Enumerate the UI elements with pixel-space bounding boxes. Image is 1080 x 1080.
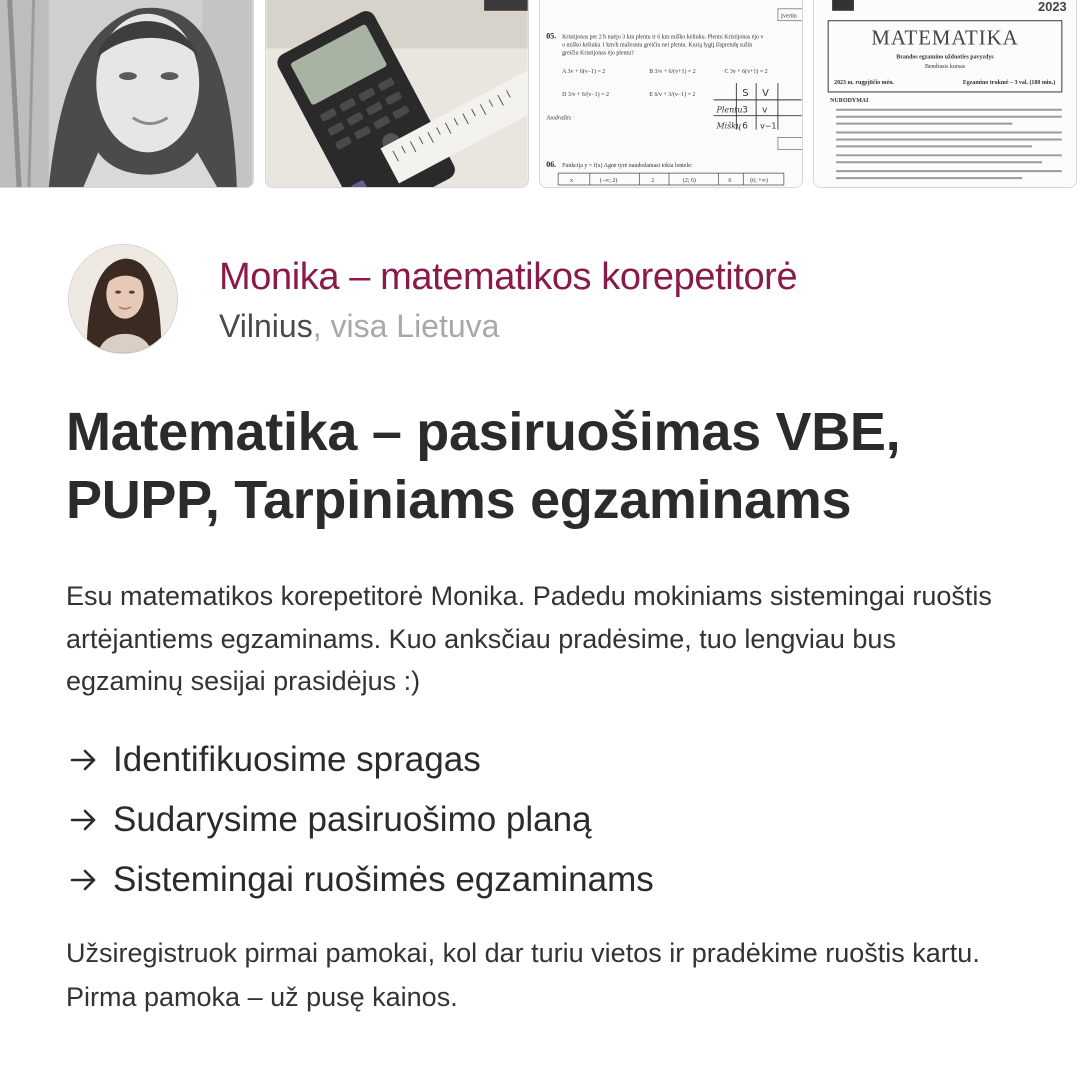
worksheet-option: B 3/v + 6/(v+1) = 2 <box>649 69 696 76</box>
worksheet-line: greičiu Kristijonas ėjo plentu? <box>562 50 634 57</box>
handwritten-cell: v <box>762 105 768 116</box>
feature-label: Identifikuosime spragas <box>113 740 481 779</box>
gallery-photo-exam-booklet[interactable] <box>813 0 1077 188</box>
worksheet-option: C 3v + 6(v+1) = 2 <box>724 69 768 76</box>
gallery-photo-portrait[interactable] <box>0 0 254 188</box>
ad-headline: Matematika – pasiruošimas VBE, PUPP, Tarpiniams egzaminams <box>66 402 901 530</box>
avatar-photo <box>69 245 177 353</box>
location-coverage: , visa Lietuva <box>312 308 500 344</box>
exam-booklet-course: Bendrasis kursas <box>924 64 966 71</box>
exam-booklet-date: 2023 m. rugpjūčio mėn. <box>834 80 894 87</box>
worksheet-line: o miško keliuku 1 km/h mažesniu greičiu nei plentu. Kurią lygtį išsprendę sužin <box>562 42 753 49</box>
exam-year: 2023 <box>1038 0 1067 14</box>
photo-gallery <box>0 0 1080 188</box>
exam-booklet-photo <box>814 0 1076 187</box>
handwritten-cell: V <box>762 87 769 99</box>
gallery-photo-calculator[interactable] <box>265 0 529 188</box>
worksheet-table-cell: x <box>570 178 573 185</box>
exam-booklet-instructions-heading: NURODYMAI <box>830 97 869 104</box>
worksheet-table-cell: 6 <box>728 178 732 185</box>
worksheet-task-number: 05. <box>546 31 557 41</box>
worksheet-option: E 6/v + 3/(v−1) = 2 <box>649 91 696 98</box>
worksheet-table-cell: (6; +∞) <box>750 178 768 185</box>
feature-list <box>68 730 654 910</box>
worksheet-table-cell: 2 <box>651 178 655 185</box>
worksheet-line: Kristijonas per 2 h nuėjo 3 km plentu ir 6 km miško keliuku. Plentu Kristijonas ėjo v <box>562 34 764 41</box>
tutor-name[interactable]: Monika – matematikos korepetitorė <box>219 256 798 298</box>
exam-booklet-duration: Egzamino trukmė – 3 val. (180 min.) <box>962 80 1056 87</box>
worksheet-line: Funkcija y = f(x) Agnė tyrė naudodamasi tokia lentele: <box>562 163 693 170</box>
worksheet-score-box: Įvertin <box>780 13 797 20</box>
tutor-location <box>219 306 499 346</box>
worksheet-task-number: 06. <box>546 160 557 170</box>
feature-label: Sistemingai ruošimės egzaminams <box>113 860 654 899</box>
exam-booklet-subtitle: Brandos egzamino užduoties pavyzdys <box>896 54 994 61</box>
call-to-action-text: Užsiregistruok pirmai pamokai, kol dar turiu vietos ir pradėkime ruoštis kartu. Pirma pamoka – už pusę kainos. <box>66 938 980 1012</box>
tutor-avatar[interactable] <box>68 244 178 354</box>
handwritten-cell: v−1 <box>760 121 777 131</box>
arrow-right-icon <box>68 864 100 896</box>
worksheet-table-cell: (−∞; 2) <box>599 178 618 185</box>
worksheet-draft-label: Juodraštis <box>546 115 572 122</box>
handwritten-row-label: Plentu <box>716 105 743 115</box>
location-city: Vilnius <box>219 308 313 344</box>
feature-item <box>68 790 654 850</box>
handwritten-row-label: Miškų <box>716 121 742 131</box>
handwritten-cell: 6 <box>742 121 748 132</box>
feature-item <box>68 850 654 910</box>
arrow-right-icon <box>68 804 100 836</box>
exam-worksheet-photo <box>540 0 802 187</box>
gallery-photo-worksheet[interactable] <box>539 0 803 188</box>
tutor-portrait-photo <box>0 0 253 187</box>
handwritten-cell: 3 <box>742 105 748 116</box>
feature-label: Sudarysime pasiruošimo planą <box>113 800 592 839</box>
worksheet-option: A 3v + 6(v−1) = 2 <box>562 69 606 76</box>
feature-item <box>68 730 654 790</box>
arrow-right-icon <box>68 744 100 776</box>
handwritten-cell: S <box>742 87 749 99</box>
worksheet-option: D 3/v + 6/(v−1) = 2 <box>562 91 609 98</box>
worksheet-table-cell: (2; 6) <box>682 178 696 185</box>
intro-paragraph: Esu matematikos korepetitorė Monika. Padedu mokiniams sistemingai ruoštis artėjantiems egzaminams. Kuo anksčiau pradėsime, tuo lengviau bus egzaminų sesijai prasidėjus :) <box>66 581 992 696</box>
exam-booklet-title: MATEMATIKA <box>871 26 1019 50</box>
calculator-photo <box>266 0 528 187</box>
